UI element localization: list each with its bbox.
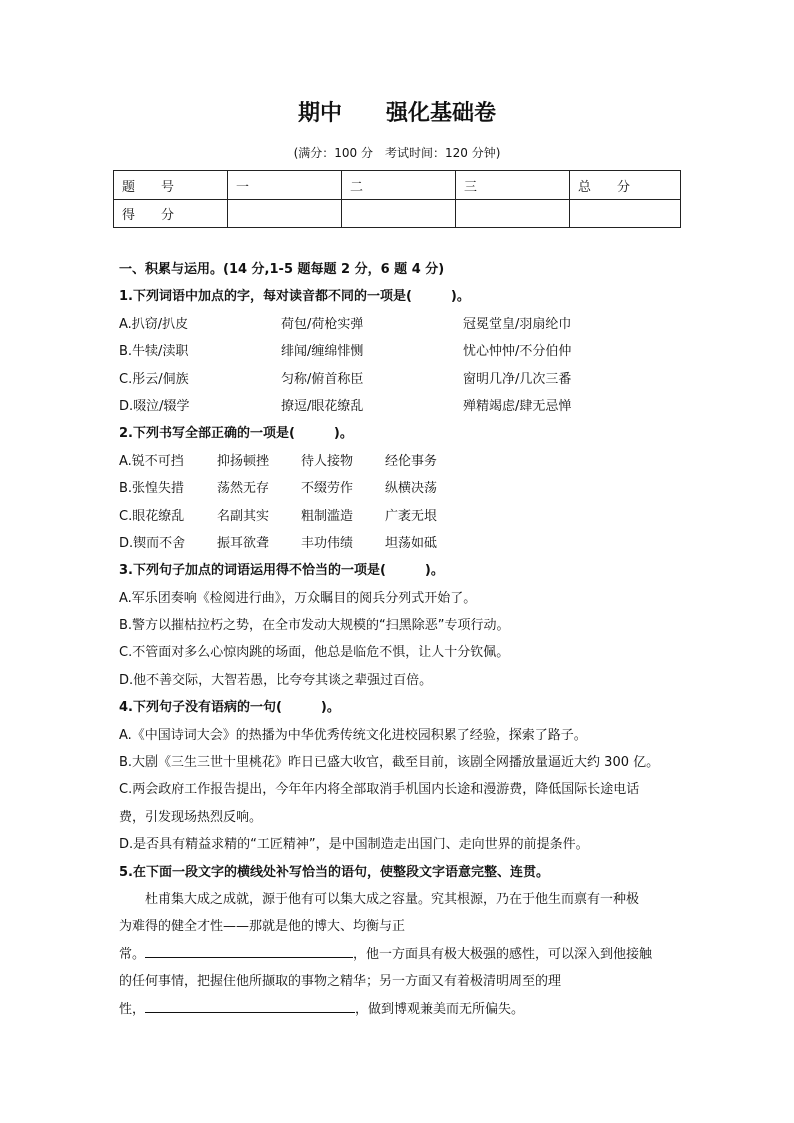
option-text: C.眼花缭乱 (119, 508, 185, 524)
question-3-option-a: A.军乐团奏响《检阅进行曲》，万众瞩目的阅兵分列式开始了。 (119, 590, 477, 606)
question-5-paragraph-line: 的任何事情，把握住他所撷取的事物之精华；另一方面又有着极清明周至的理 (119, 974, 562, 990)
question-5-paragraph-line (119, 996, 685, 1023)
exam-info: (满分：100 分 考试时间：120 分钟) (293, 146, 501, 160)
option-text: 窗明几净/几次三番 (463, 371, 572, 387)
section-heading: 一、积累与运用。(14 分,1-5 题每题 2 分，6 题 4 分) (119, 262, 445, 277)
option-text: 荡然无存 (217, 481, 270, 497)
option-text: 名副其实 (217, 508, 270, 524)
option-text: 振耳欲聋 (217, 535, 270, 551)
question-5-paragraph-line: 杜甫集大成之成就，源于他有可以集大成之容量。究其根源，乃在于他生而禀有一种极 (145, 891, 640, 907)
question-4-option-d: D.是否具有精益求精的“工匠精神”，是中国制造走出国门、走向世界的前提条件。 (119, 837, 589, 853)
question-4-option-c: C.两会政府工作报告提出，今年年内将全部取消手机国内长途和漫游费，降低国际长途电话 (119, 782, 640, 798)
question-2-option-b (119, 475, 685, 502)
page-title (0, 96, 794, 127)
option-text: 殚精竭虑/肆无忌惮 (463, 398, 572, 414)
question-1-option-a (119, 311, 685, 338)
paragraph-text: 性， (119, 1001, 146, 1017)
paragraph-text: ，他一方面具有极大极强的感性，可以深入到他接触 (353, 946, 653, 962)
question-2-stem: 2.下列书写全部正确的一项是( )。 (119, 426, 353, 442)
question-1-option-c (119, 366, 685, 393)
header-cell-number: 题 号 (114, 171, 228, 200)
header-cell-part3: 三 (456, 171, 570, 200)
answer-blank-2[interactable] (145, 998, 355, 1013)
question-3-stem: 3.下列句子加点的词语运用得不恰当的一项是( )。 (119, 563, 444, 579)
question-3-option-d: D.他不善交际，大智若愚，比夸夸其谈之辈强过百倍。 (119, 672, 433, 688)
option-text: D.锲而不舍 (119, 535, 186, 551)
score-row-label: 得 分 (114, 200, 228, 228)
option-text: 粗制滥造 (301, 508, 354, 524)
option-text: C.彤云/侗族 (119, 371, 189, 387)
option-text: 丰功伟绩 (301, 535, 354, 551)
header-cell-total: 总 分 (570, 171, 681, 200)
question-3-option-b: B.警方以摧枯拉朽之势，在全市发动大规模的“扫黑除恶”专项行动。 (119, 618, 510, 634)
question-2-option-d (119, 530, 685, 557)
option-text: A.扒窃/扒皮 (119, 316, 189, 332)
question-4-option-c-continued: 费，引发现场热烈反响。 (119, 809, 263, 825)
score-cell-part1[interactable] (228, 200, 342, 228)
header-cell-part1: 一 (228, 171, 342, 200)
score-table-score-row (114, 200, 681, 228)
option-text: B.牛犊/渎职 (119, 344, 189, 360)
option-text: 抑扬顿挫 (217, 453, 270, 469)
option-text: 冠冕堂皇/羽扇纶巾 (463, 316, 572, 332)
option-text: 荷包/荷枪实弹 (281, 316, 364, 332)
question-5-paragraph-line (119, 941, 685, 968)
score-cell-total[interactable] (570, 200, 681, 228)
title-part2: 强化基础卷 (386, 101, 497, 126)
option-text: A.锐不可挡 (119, 453, 184, 469)
option-text: 撩逗/眼花缭乱 (281, 398, 364, 414)
question-2-option-a (119, 448, 685, 475)
paragraph-text: 常。 (119, 946, 146, 962)
option-text: 纵横决荡 (385, 481, 438, 497)
paragraph-text: ，做到博观兼美而无所偏失。 (355, 1001, 525, 1017)
question-5-stem: 5.在下面一段文字的横线处补写恰当的语句，使整段文字语意完整、连贯。 (119, 864, 549, 880)
question-1-option-d (119, 393, 685, 420)
question-5-paragraph-line: 为难得的健全才性——那就是他的博大、均衡与正 (119, 919, 406, 935)
score-cell-part2[interactable] (342, 200, 456, 228)
score-table-header-row (114, 171, 681, 200)
answer-blank-1[interactable] (145, 943, 353, 958)
question-3-option-c: C.不管面对多么心惊肉跳的场面，他总是临危不惧，让人十分钦佩。 (119, 645, 510, 661)
question-2-option-c (119, 503, 685, 530)
option-text: 待人接物 (301, 453, 354, 469)
question-1-option-b (119, 338, 685, 365)
option-text: D.啜泣/辍学 (119, 398, 190, 414)
question-4-stem: 4.下列句子没有语病的一句( )。 (119, 700, 340, 716)
option-text: 忧心忡忡/不分伯仲 (463, 344, 572, 360)
option-text: 经伦事务 (385, 453, 438, 469)
option-text: B.张惶失措 (119, 481, 185, 497)
header-cell-part2: 二 (342, 171, 456, 200)
option-text: 坦荡如砥 (385, 535, 438, 551)
questions-section (119, 256, 685, 1023)
option-text: 匀称/俯首称臣 (281, 371, 364, 387)
question-4-option-a: A.《中国诗词大会》的热播为中华优秀传统文化进校园积累了经验，探索了路子。 (119, 727, 587, 743)
score-cell-part3[interactable] (456, 200, 570, 228)
score-table (113, 170, 681, 228)
question-4-option-b: B.大剧《三生三世十里桃花》昨日已盛大收官，截至目前，该剧全网播放量逼近大约 300 亿。 (119, 755, 660, 771)
question-1-stem: 1.下列词语中加点的字，每对读音都不同的一项是( )。 (119, 289, 470, 305)
option-text: 不缀劳作 (301, 481, 354, 497)
option-text: 绯闻/缠绵悱恻 (281, 344, 364, 360)
title-part1: 期中 (297, 101, 342, 126)
option-text: 广袤无垠 (385, 508, 438, 524)
